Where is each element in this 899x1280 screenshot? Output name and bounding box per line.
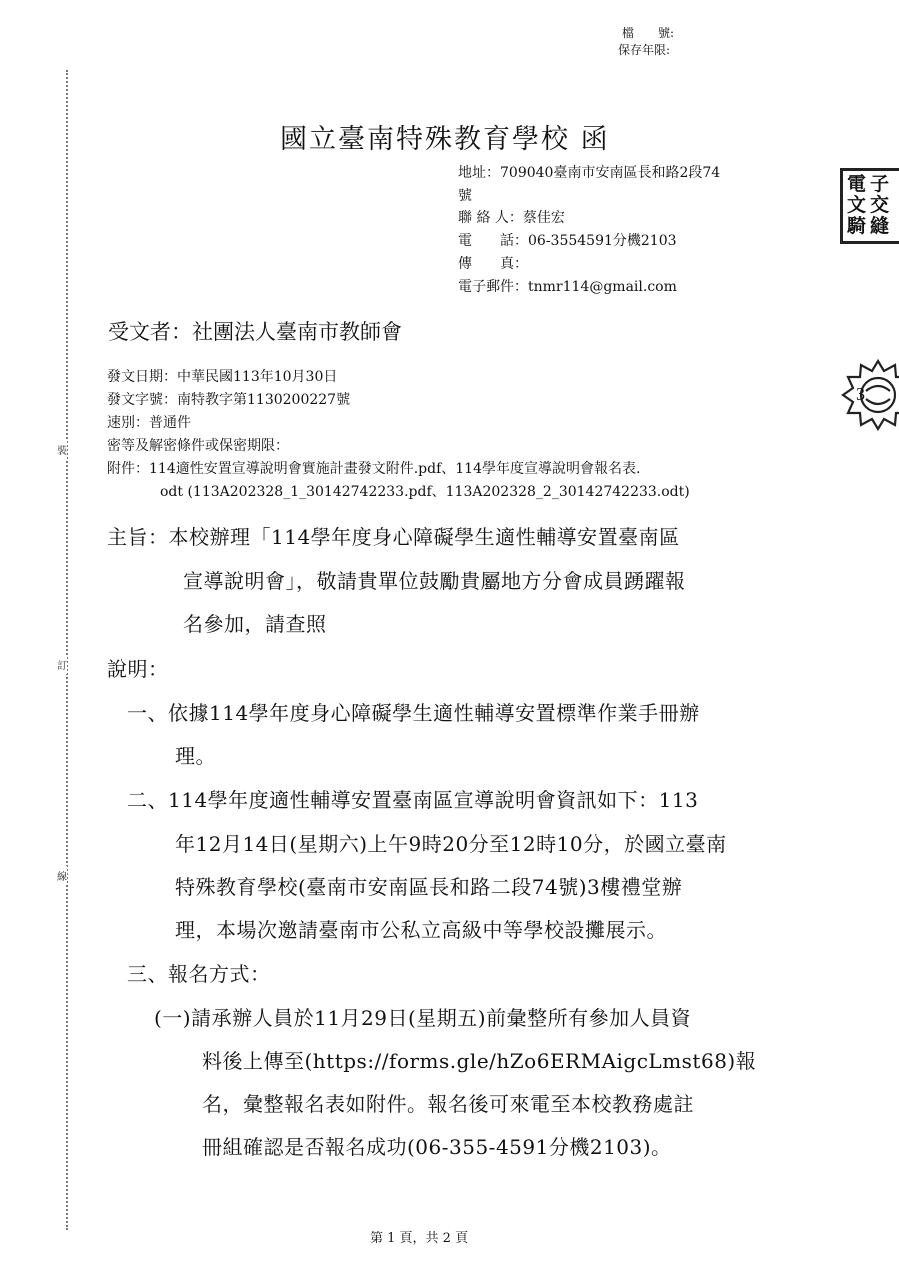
registration-sub-item-1-line-3: 名，彙整報名表如附件。報名後可來電至本校教務處註 [202, 1092, 694, 1116]
explanation-item-1-cont: 理。 [175, 744, 216, 768]
file-number-label: 檔 號: [622, 26, 675, 40]
sender-contact: 聯 絡 人：蔡佳宏 [458, 210, 565, 226]
explanation-item-2-line-2: 年12月14日(星期六)上午9時20分至12時10分，於國立臺南 [175, 832, 727, 856]
registration-sub-item-1-line-2: 料後上傳至(https://forms.gle/hZo6ERMAigcLmst68)報 [202, 1049, 757, 1073]
explanation-item-1: 一、依據114學年度身心障礙學生適性輔導安置標準作業手冊辦 [127, 701, 700, 725]
e-document-stamp: 電 子 文 交 騎 縫 [840, 168, 899, 244]
delivery-speed: 速別：普通件 [107, 415, 191, 431]
subject-line-2: 宣導說明會」，敬請貴單位鼓勵貴屬地方分會成員踴躍報 [183, 569, 686, 593]
sender-phone: 電 話：06-3554591分機2103 [458, 233, 677, 249]
explanation-item-3: 三、報名方式： [127, 962, 271, 986]
explanation-item-2-line-3: 特殊教育學校(臺南市安南區長和路二段74號)3樓禮堂辦 [175, 875, 683, 899]
issue-date: 發文日期：中華民國113年10月30日 [107, 369, 338, 385]
explanation-item-2: 二、114學年度適性輔導安置臺南區宣導說明會資訊如下：113 [127, 788, 699, 812]
sender-fax: 傳 真： [458, 256, 528, 272]
binding-mark-zhuang: 裝 [57, 440, 67, 459]
explanation-heading: 說明： [107, 657, 169, 681]
secrecy-level: 密等及解密條件或保密期限： [107, 438, 289, 454]
sender-address: 地址：709040臺南市安南區長和路2段74 [458, 165, 721, 181]
page-footer: 第 1 頁，共 2 頁 [370, 1231, 469, 1246]
seal-number: 3 [856, 384, 865, 404]
recipient: 受文者：社團法人臺南市教師會 [108, 320, 402, 344]
sender-address-cont: 號 [458, 188, 472, 204]
subject-line-1: 主旨：本校辦理「114學年度身心障礙學生適性輔導安置臺南區 [107, 525, 680, 549]
registration-sub-item-1: (一)請承辦人員於11月29日(星期五)前彙整所有參加人員資 [154, 1006, 692, 1030]
explanation-item-2-line-4: 理，本場次邀請臺南市公私立高級中等學校設攤展示。 [175, 918, 667, 942]
attachments-cont: odt (113A202328_1_30142742233.pdf、113A202328_2_30142742233.odt) [160, 484, 690, 500]
retention-period-label: 保存年限: [618, 43, 671, 57]
subject-line-3: 名參加，請查照 [183, 612, 327, 636]
seal-icon [838, 355, 899, 435]
attachments: 附件：114適性安置宣導說明會實施計畫發文附件.pdf、114學年度宣導說明會報名表. [107, 461, 641, 477]
binding-dotted-line [66, 70, 68, 1230]
binding-mark-xian: 線 [57, 866, 67, 885]
document-title: 國立臺南特殊教育學校 函 [280, 124, 610, 155]
binding-mark-ding: 訂 [57, 655, 67, 674]
document-number: 發文字號：南特教字第1130200227號 [107, 392, 351, 408]
registration-sub-item-1-line-4: 冊組確認是否報名成功(06-355-4591分機2103)。 [202, 1135, 672, 1159]
sender-email: 電子郵件：tnmr114@gmail.com [458, 279, 677, 295]
